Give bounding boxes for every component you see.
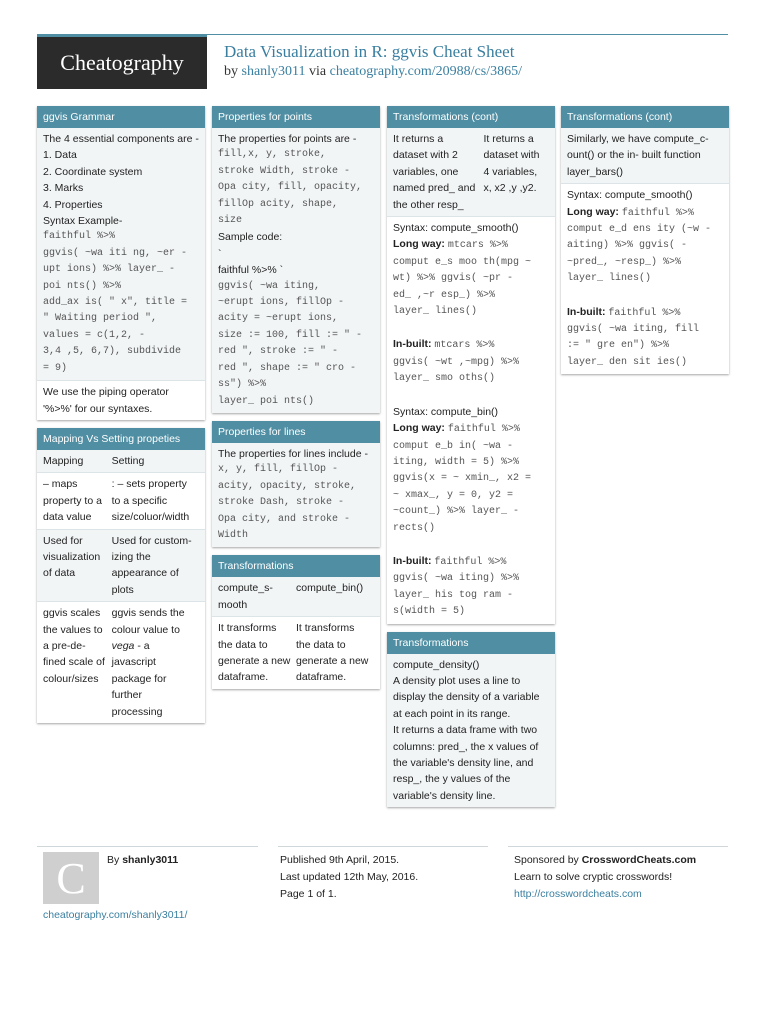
transformations-box xyxy=(212,555,380,688)
by-text: By xyxy=(107,854,120,866)
footer-divider xyxy=(508,846,728,847)
properties-lines-box xyxy=(212,421,380,547)
cell: ggvis sends the colour value to vega - a javascript package for further processing xyxy=(111,607,185,718)
code-line: = 9) xyxy=(43,362,68,374)
code-line: layer_ den sit ies() xyxy=(567,356,688,368)
code-line: ~count_) %>% layer_ - xyxy=(393,506,520,518)
sponsor-link[interactable]: http://crosswordcheats.com xyxy=(514,888,642,900)
code-line: red ", stroke := " - xyxy=(218,346,339,358)
code-line: := " gre en") %>% xyxy=(567,340,670,352)
code-line: Width xyxy=(218,529,249,541)
code-line: Opa city, and stroke - xyxy=(218,513,351,525)
grammar-item: 3. Marks xyxy=(43,182,84,195)
transformations-density-box xyxy=(387,632,555,808)
long-way-label: Long way: xyxy=(393,422,445,435)
code-line: poi nts() %>% xyxy=(43,280,122,292)
profile-link[interactable]: cheatography.com/shanly3011/ xyxy=(43,909,188,921)
code-line: stroke Dash, stroke - xyxy=(218,497,345,509)
table-row xyxy=(37,473,205,529)
box-heading: Transformations (cont) xyxy=(561,106,729,128)
backtick: ` xyxy=(218,247,222,260)
code-line: values = c(1,2, - xyxy=(43,329,146,341)
code-line: comput e_s moo th(mpg ~ xyxy=(393,256,532,268)
code-line: layer_ smo oths() xyxy=(393,373,496,385)
inbuilt-label: In-built: xyxy=(393,338,432,351)
cell: It transforms the data to generate a new dataframe. xyxy=(218,622,291,684)
grammar-item: 1. Data xyxy=(43,149,77,162)
box-heading: Transformations xyxy=(387,632,555,654)
footer-divider xyxy=(278,846,488,847)
cell: ggvis scales the values to a pre-de-fined scale of colour/sizes xyxy=(43,607,105,685)
syntax-content xyxy=(561,184,729,374)
byline xyxy=(224,64,522,80)
cell: : – sets property to a specific size/coluor/width xyxy=(111,478,190,524)
points-intro: The properties for points are - xyxy=(218,133,357,145)
code-line: add_ax is( " x", title = xyxy=(43,297,188,309)
table-row xyxy=(37,602,205,723)
mapping-vs-setting-box xyxy=(37,428,205,723)
code-line: faithful %>% xyxy=(434,556,507,568)
box-heading: ggvis Grammar xyxy=(37,106,205,128)
code-line: ~pred_, ~resp_) %>% xyxy=(567,256,682,268)
box-heading: Transformations xyxy=(212,555,380,577)
table-row xyxy=(212,577,380,617)
code-line: layer_ poi nts() xyxy=(218,395,315,407)
code-line: stroke Width, stroke - xyxy=(218,165,351,177)
code-line: fill,x, y, stroke, xyxy=(218,149,327,161)
code-line: acity = ~erupt ions, xyxy=(218,313,339,325)
grammar-intro: The 4 essential components are - xyxy=(43,133,199,145)
cell: compute_bin() xyxy=(296,582,364,595)
long-way-label: Long way: xyxy=(393,238,445,251)
grammar-item: 2. Coordinate system xyxy=(43,165,143,178)
syntax-label: Syntax: compute_smooth() xyxy=(393,222,519,235)
column-3 xyxy=(387,106,555,815)
code-line: rects() xyxy=(393,522,436,534)
code-line: iting, width = 5) %>% xyxy=(393,456,520,468)
box-heading: Mapping Vs Setting propeties xyxy=(37,428,205,450)
code-line: faithful %>% xyxy=(447,424,520,436)
cell: Mapping xyxy=(43,454,84,467)
code-line: ggvis( ~wa iti ng, ~er - xyxy=(43,247,188,259)
footer-divider xyxy=(37,846,258,847)
by-text: by xyxy=(224,64,238,79)
sheet-link[interactable]: cheatography.com/20988/cs/3865/ xyxy=(329,64,522,79)
lines-content xyxy=(212,443,380,547)
column-2 xyxy=(212,106,380,697)
code-line: 3,4 ,5, 6,7), subdivide xyxy=(43,346,182,358)
syntax-label: Syntax Example- xyxy=(43,215,123,228)
logo-accent-bar xyxy=(37,34,207,37)
code-line: layer_ lines() xyxy=(567,273,652,285)
code-line: comput e_b in( ~wa - xyxy=(393,440,514,452)
column-4 xyxy=(561,106,729,382)
code-line: aiting) %>% ggvis( - xyxy=(567,240,688,252)
sponsor-line xyxy=(514,852,696,869)
lines-intro: The properties for lines include - xyxy=(218,447,368,460)
piping-note: We use the piping operator '%>%' for our syntaxes. xyxy=(43,386,169,415)
syntax-label: Syntax: compute_bin() xyxy=(393,405,499,418)
sponsor-name[interactable]: CrosswordCheats.com xyxy=(581,854,697,866)
via-text: via xyxy=(309,64,327,79)
code-line: mtcars %>% xyxy=(447,240,508,252)
avatar[interactable]: C xyxy=(43,852,99,904)
table-row xyxy=(212,617,380,689)
code-line: faithful %>% xyxy=(608,307,681,319)
sponsor-prefix: Sponsored by xyxy=(514,854,579,866)
code-line: size := 100, fill := " - xyxy=(218,329,363,341)
box-heading: Properties for lines xyxy=(212,421,380,443)
inbuilt-label: In-built: xyxy=(393,554,432,567)
table-row xyxy=(37,530,205,603)
table-row xyxy=(387,128,555,217)
code-line: upt ions) %>% layer_ - xyxy=(43,264,176,276)
points-content xyxy=(212,128,380,413)
text-line: A density plot uses a line to display the density of a variable at each point in its range. xyxy=(393,674,540,720)
code-line: ggvis( ~wa iting, xyxy=(218,280,321,292)
code-line: ggvis(x = ~ xmin_, x2 = xyxy=(393,473,532,485)
code-line: comput e_d ens ity (~w - xyxy=(567,224,712,236)
page-number: Page 1 of 1. xyxy=(280,888,337,900)
faithful-line: faithful %>% ` xyxy=(218,264,284,277)
sponsor-tagline: Learn to solve cryptic crosswords! xyxy=(514,871,673,883)
code-line: ed_ ,~r esp_) %>% xyxy=(393,289,496,301)
cell: Used for visualization of data xyxy=(43,534,101,580)
text-line: compute_density() xyxy=(393,658,480,671)
cheatography-logo[interactable]: Cheatography xyxy=(37,34,207,89)
code-line: size xyxy=(218,215,243,227)
header-divider xyxy=(207,34,728,35)
published-date: Published 9th April, 2015. xyxy=(280,854,400,866)
code-line: ggvis( ~wa iting, fill xyxy=(567,324,700,336)
column-1 xyxy=(37,106,205,731)
code-line: ~ xmax_, y = 0, y2 = xyxy=(393,489,514,501)
cell: Used for custom-izing the appearance of plots xyxy=(111,534,192,596)
code-line: ~erupt ions, fillOp - xyxy=(218,297,345,309)
author-name[interactable]: shanly3011 xyxy=(122,854,179,866)
density-content xyxy=(387,654,555,808)
sample-label: Sample code: xyxy=(218,231,283,244)
cell: – maps property to a data value xyxy=(43,478,102,524)
code-line: ss") %>% xyxy=(218,379,267,391)
inbuilt-label: In-built: xyxy=(567,305,606,318)
code-line: ggvis( ~wt ,~mpg) %>% xyxy=(393,356,520,368)
grammar-content xyxy=(37,128,205,381)
code-line: ggvis( ~wa iting) %>% xyxy=(393,573,520,585)
syntax-content xyxy=(387,217,555,624)
cell: compute_s-mooth xyxy=(218,582,273,611)
code-line: wt) %>% ggvis( ~pr - xyxy=(393,273,514,285)
cell: It transforms the data to generate a new dataframe. xyxy=(296,622,369,684)
code-line: fillOp acity, shape, xyxy=(218,198,339,210)
updated-date: Last updated 12th May, 2016. xyxy=(280,871,419,883)
cell: It returns a dataset with 2 variables, one named pred_ and the other resp_ xyxy=(393,133,476,211)
code-line: red ", shape := " cro - xyxy=(218,362,357,374)
ggvis-grammar-box xyxy=(37,106,205,420)
table-row xyxy=(37,450,205,473)
code-line: s(width = 5) xyxy=(393,606,466,618)
transformations-cont-2-box xyxy=(561,106,729,374)
properties-points-box xyxy=(212,106,380,413)
code-line: acity, opacity, stroke, xyxy=(218,480,357,492)
page-title: Data Visualization in R: ggvis Cheat Sheet xyxy=(224,42,515,61)
intro-row: Similarly, we have compute_c-ount() or the in- built function layer_bars() xyxy=(561,128,729,184)
code-line: mtcars %>% xyxy=(434,340,495,352)
author-link[interactable]: shanly3011 xyxy=(241,64,306,79)
code-line: faithful %>% xyxy=(43,231,116,243)
code-line: layer_ his tog ram - xyxy=(393,589,514,601)
transformations-cont-box xyxy=(387,106,555,624)
code-line: x, y, fill, fillOp - xyxy=(218,464,339,476)
long-way-label: Long way: xyxy=(567,205,619,218)
box-heading: Transformations (cont) xyxy=(387,106,555,128)
code-line: " Waiting period ", xyxy=(43,313,158,325)
code-line: Opa city, fill, opacity, xyxy=(218,182,363,194)
text-line: It returns a data frame with two columns: pred_, the x values of the variable's density line, and resp_, the y values of the variable's density line. xyxy=(393,724,539,802)
cell: It returns a dataset with 4 variables, x, x2 ,y ,y2. xyxy=(483,133,540,195)
cell: Setting xyxy=(111,454,145,467)
footer-author xyxy=(107,852,178,869)
code-line: layer_ lines() xyxy=(393,306,478,318)
syntax-label: Syntax: compute_smooth() xyxy=(567,189,693,202)
grammar-item: 4. Properties xyxy=(43,198,103,211)
code-line: faithful %>% xyxy=(621,207,694,219)
box-heading: Properties for points xyxy=(212,106,380,128)
